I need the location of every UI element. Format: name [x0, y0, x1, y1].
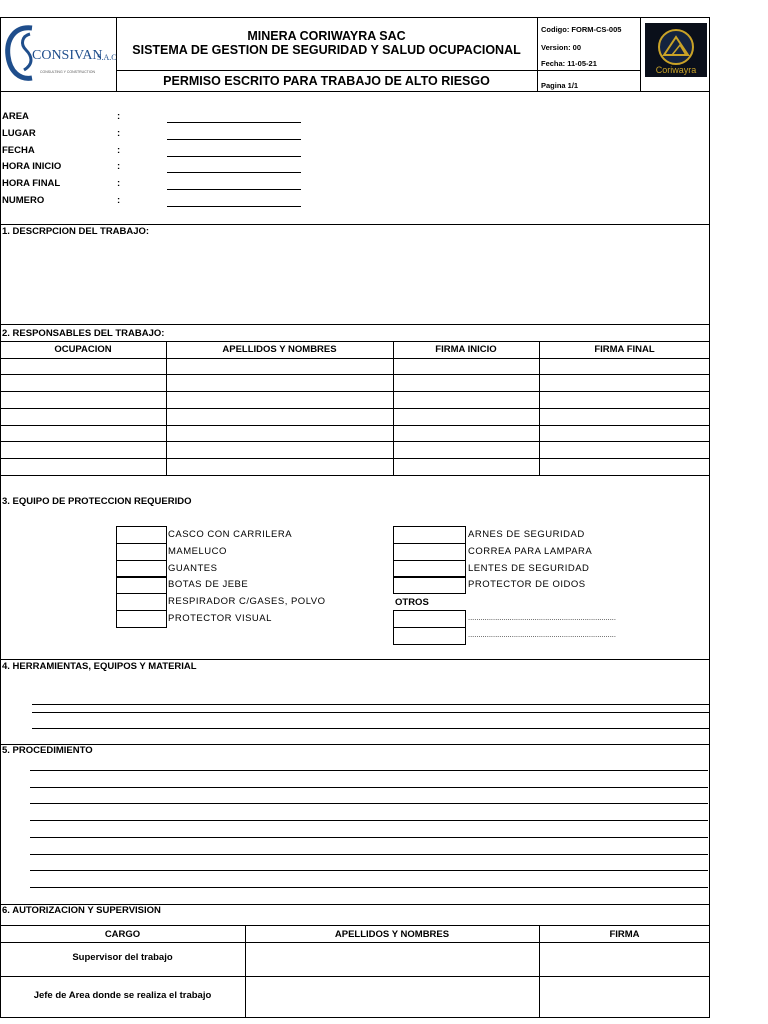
form-title: PERMISO ESCRITO PARA TRABAJO DE ALTO RIESGO [163, 74, 490, 88]
field-colon: : [117, 145, 121, 156]
signature-cell[interactable] [539, 976, 710, 1018]
table-cell[interactable] [0, 441, 166, 458]
writing-line [32, 712, 710, 713]
ppe-label: BOTAS DE JEBE [168, 579, 249, 590]
field-input-line[interactable] [167, 172, 301, 173]
table-cell[interactable] [0, 391, 166, 408]
field-colon: : [117, 111, 121, 122]
field-colon: : [117, 128, 121, 139]
table-header-cell: APELLIDOS Y NOMBRES [222, 344, 337, 355]
coriwayra-logo [645, 23, 707, 77]
table-cell[interactable] [539, 458, 710, 475]
table-header-cell: FIRMA [609, 929, 640, 940]
field-input-line[interactable] [167, 139, 301, 140]
section-4-title: 4. HERRAMIENTAS, EQUIPOS Y MATERIAL [2, 661, 197, 672]
table-cell[interactable] [166, 391, 393, 408]
table-cell[interactable] [539, 441, 710, 458]
table-cell[interactable] [393, 374, 539, 391]
table-header-cell: FIRMA INICIO [435, 344, 497, 355]
section-divider [0, 659, 710, 660]
doc-version: Version: 00 [541, 43, 582, 52]
field-label: FECHA [2, 145, 35, 156]
writing-line [32, 704, 710, 705]
otros-line[interactable]: ....................................................................... [468, 630, 616, 639]
table-line [0, 341, 710, 342]
section-6-title: 6. AUTORIZACION Y SUPERVISION [2, 905, 161, 916]
field-input-line[interactable] [167, 206, 301, 207]
table-line [0, 925, 710, 926]
ppe-checkbox[interactable] [116, 543, 167, 561]
table-cell[interactable] [393, 391, 539, 408]
table-cell[interactable] [166, 441, 393, 458]
table-cell[interactable] [0, 358, 166, 375]
signature-cell[interactable] [539, 942, 710, 976]
writing-line[interactable] [30, 887, 708, 888]
field-input-line[interactable] [167, 156, 301, 157]
table-cell[interactable] [393, 358, 539, 375]
name-cell[interactable] [245, 976, 539, 1018]
writing-line[interactable] [30, 803, 708, 804]
writing-line[interactable] [30, 837, 708, 838]
system-name: SISTEMA DE GESTION DE SEGURIDAD Y SALUD OCUPACIONAL [132, 43, 521, 57]
ppe-label: PROTECTOR DE OIDOS [468, 579, 586, 590]
field-input-line[interactable] [167, 189, 301, 190]
otros-checkbox[interactable] [393, 627, 466, 645]
ppe-label: ARNES DE SEGURIDAD [468, 529, 585, 540]
table-cell[interactable] [0, 408, 166, 425]
ppe-checkbox[interactable] [116, 526, 167, 544]
table-cell[interactable] [0, 374, 166, 391]
header-divider [537, 17, 538, 91]
field-label: HORA INICIO [2, 161, 62, 172]
header-divider [640, 17, 641, 91]
section-2-title: 2. RESPONSABLES DEL TRABAJO: [2, 328, 165, 339]
table-cell[interactable] [166, 408, 393, 425]
ppe-checkbox[interactable] [116, 576, 167, 594]
cargo-cell: Supervisor del trabajo [72, 952, 173, 963]
company-name: MINERA CORIWAYRA SAC [247, 29, 406, 43]
ppe-checkbox[interactable] [393, 576, 466, 594]
section-1-title: 1. DESCRPCION DEL TRABAJO: [2, 226, 150, 237]
table-header-cell: FIRMA FINAL [594, 344, 655, 355]
table-header-cell: APELLIDOS Y NOMBRES [334, 929, 450, 940]
table-cell[interactable] [166, 458, 393, 475]
section-5-title: 5. PROCEDIMIENTO [2, 745, 93, 756]
table-cell[interactable] [166, 374, 393, 391]
writing-line[interactable] [30, 854, 708, 855]
ppe-label: RESPIRADOR C/GASES, POLVO [168, 596, 326, 607]
ppe-checkbox[interactable] [393, 526, 466, 544]
ppe-label: GUANTES [168, 563, 218, 574]
table-cell[interactable] [539, 374, 710, 391]
otros-checkbox[interactable] [393, 610, 466, 628]
otros-line[interactable]: ....................................................................... [468, 613, 616, 622]
writing-line[interactable] [30, 820, 708, 821]
table-cell[interactable] [539, 391, 710, 408]
table-cell[interactable] [393, 425, 539, 442]
table-cell[interactable] [393, 408, 539, 425]
field-label: AREA [2, 111, 29, 122]
writing-line[interactable] [30, 770, 708, 771]
table-cell[interactable] [0, 458, 166, 475]
cargo-cell: Jefe de Area donde se realiza el trabajo [33, 990, 212, 1001]
table-header-cell: CARGO [104, 929, 141, 940]
doc-code: Codigo: FORM-CS-005 [541, 25, 622, 34]
ppe-label: PROTECTOR VISUAL [168, 613, 272, 624]
consivan-name: CONSIVAN [32, 48, 103, 63]
section-divider [0, 324, 710, 325]
table-cell[interactable] [0, 425, 166, 442]
doc-date: Fecha: 11-05-21 [541, 59, 597, 68]
field-colon: : [117, 178, 121, 189]
ppe-checkbox[interactable] [393, 543, 466, 561]
ppe-checkbox[interactable] [116, 593, 167, 611]
field-label: NUMERO [2, 195, 45, 206]
writing-line [32, 728, 710, 729]
header-bottom [0, 91, 710, 92]
doc-page: Pagina 1/1 [541, 81, 579, 90]
table-row-line [0, 475, 710, 476]
writing-line[interactable] [30, 870, 708, 871]
section-3-title: 3. EQUIPO DE PROTECCION REQUERIDO [2, 496, 192, 507]
header-divider [116, 70, 640, 71]
consivan-logo [2, 20, 115, 88]
table-cell[interactable] [539, 358, 710, 375]
field-input-line[interactable] [167, 122, 301, 123]
table-cell[interactable] [393, 441, 539, 458]
consivan-tagline: CONSULTING Y CONSTRUCTION [40, 70, 96, 74]
table-cell[interactable] [539, 408, 710, 425]
field-colon: : [117, 161, 121, 172]
field-colon: : [117, 195, 121, 206]
coriwayra-name: Coriwayra [655, 65, 697, 75]
table-header-cell: OCUPACION [54, 344, 112, 355]
form-frame [0, 17, 710, 1018]
ppe-checkbox[interactable] [116, 610, 167, 628]
field-label: HORA FINAL [2, 178, 61, 189]
writing-line[interactable] [30, 787, 708, 788]
table-cell[interactable] [393, 458, 539, 475]
name-cell[interactable] [245, 942, 539, 976]
table-cell[interactable] [539, 425, 710, 442]
section-divider [0, 224, 710, 225]
section-divider [0, 744, 710, 745]
ppe-label: CORREA PARA LAMPARA [468, 546, 593, 557]
field-label: LUGAR [2, 128, 36, 139]
table-cell[interactable] [166, 425, 393, 442]
consivan-suffix: S.A.C [97, 53, 117, 62]
otros-label: OTROS [395, 597, 429, 608]
table-cell[interactable] [166, 358, 393, 375]
ppe-label: CASCO CON CARRILERA [168, 529, 293, 540]
ppe-label: LENTES DE SEGURIDAD [468, 563, 590, 574]
ppe-label: MAMELUCO [168, 546, 227, 557]
